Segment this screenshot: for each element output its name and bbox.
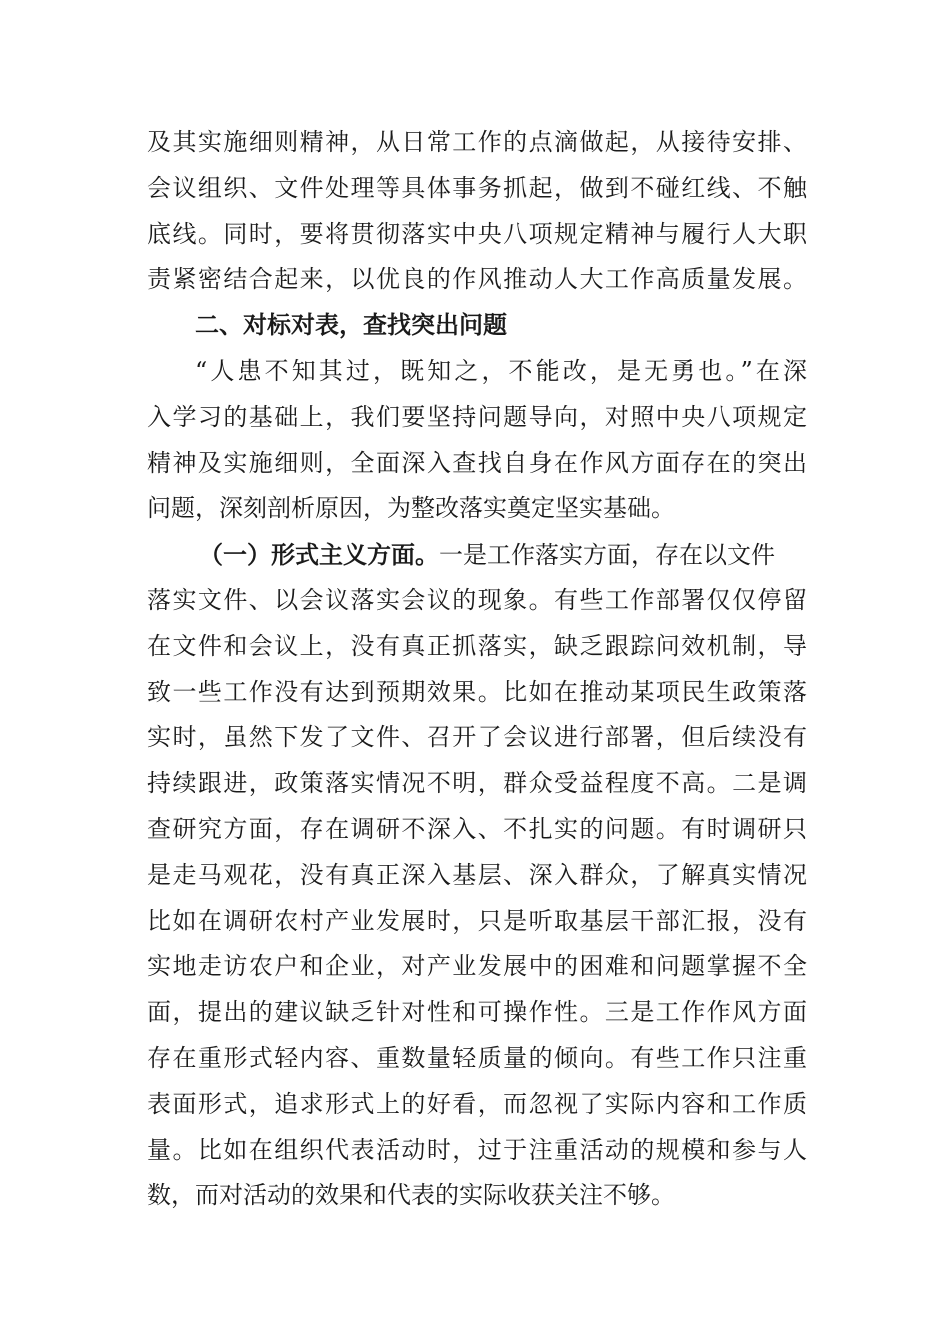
paragraph-1-line-1: 及其实施细则精神，从日常工作的点滴做起，从接待安排、 bbox=[147, 128, 807, 156]
paragraph-3-last-line: 数，而对活动的效果和代表的实际收获关注不够。 bbox=[147, 1181, 675, 1210]
paragraph-3-line: 表面形式，追求形式上的好看，而忽视了实际内容和工作质 bbox=[147, 1089, 807, 1118]
paragraph-3-line-1 bbox=[147, 532, 807, 578]
paragraph-3-line: 存在重形式轻内容、重数量轻质量的倾向。有些工作只注重 bbox=[147, 1043, 807, 1072]
paragraph-2-line-1: “人患不知其过，既知之，不能改，是无勇也。”在深 bbox=[195, 356, 807, 385]
paragraph-3-line-1-rest: 一是工作落实方面，存在以文件 bbox=[439, 541, 775, 570]
paragraph-3-line: 持续跟进，政策落实情况不明，群众受益程度不高。二是调 bbox=[147, 769, 807, 798]
paragraph-3-line: 在文件和会议上，没有真正抓落实，缺乏跟踪问效机制，导 bbox=[147, 631, 807, 660]
paragraph-3-line: 面，提出的建议缺乏针对性和可操作性。三是工作作风方面 bbox=[147, 998, 807, 1027]
section-heading: 二、对标对表，查找突出问题 bbox=[195, 311, 507, 340]
paragraph-2-line-4: 问题，深刻剖析原因，为整改落实奠定坚实基础。 bbox=[147, 494, 675, 523]
paragraph-1-line-2: 会议组织、文件处理等具体事务抓起，做到不碰红线、不触 bbox=[147, 173, 807, 202]
paragraph-2-line-2: 入学习的基础上，我们要坚持问题导向，对照中央八项规定 bbox=[147, 402, 807, 431]
paragraph-2-line-3: 精神及实施细则，全面深入查找自身在作风方面存在的突出 bbox=[147, 448, 807, 477]
paragraph-3-line: 查研究方面，存在调研不深入、不扎实的问题。有时调研只 bbox=[147, 814, 807, 843]
paragraph-3-line: 比如在调研农村产业发展时，只是听取基层干部汇报，没有 bbox=[147, 906, 807, 935]
paragraph-3-line: 实地走访农户和企业，对产业发展中的困难和问题掌握不全 bbox=[147, 952, 807, 981]
paragraph-3-line: 实时，虽然下发了文件、召开了会议进行部署，但后续没有 bbox=[147, 723, 807, 752]
subheading-formalism: （一）形式主义方面。 bbox=[199, 540, 439, 570]
document-body bbox=[147, 120, 807, 1219]
paragraph-3-line: 致一些工作没有达到预期效果。比如在推动某项民生政策落 bbox=[147, 677, 807, 706]
paragraph-3-line: 是走马观花，没有真正深入基层、深入群众，了解真实情况 bbox=[147, 860, 807, 889]
paragraph-1-line-3: 底线。同时，要将贯彻落实中央八项规定精神与履行人大职 bbox=[147, 219, 807, 248]
paragraph-1-line-4: 责紧密结合起来，以优良的作风推动人大工作高质量发展。 bbox=[147, 265, 807, 294]
paragraph-3-line: 落实文件、以会议落实会议的现象。有些工作部署仅仅停留 bbox=[147, 585, 807, 614]
paragraph-3-line: 量。比如在组织代表活动时，过于注重活动的规模和参与人 bbox=[147, 1135, 807, 1164]
